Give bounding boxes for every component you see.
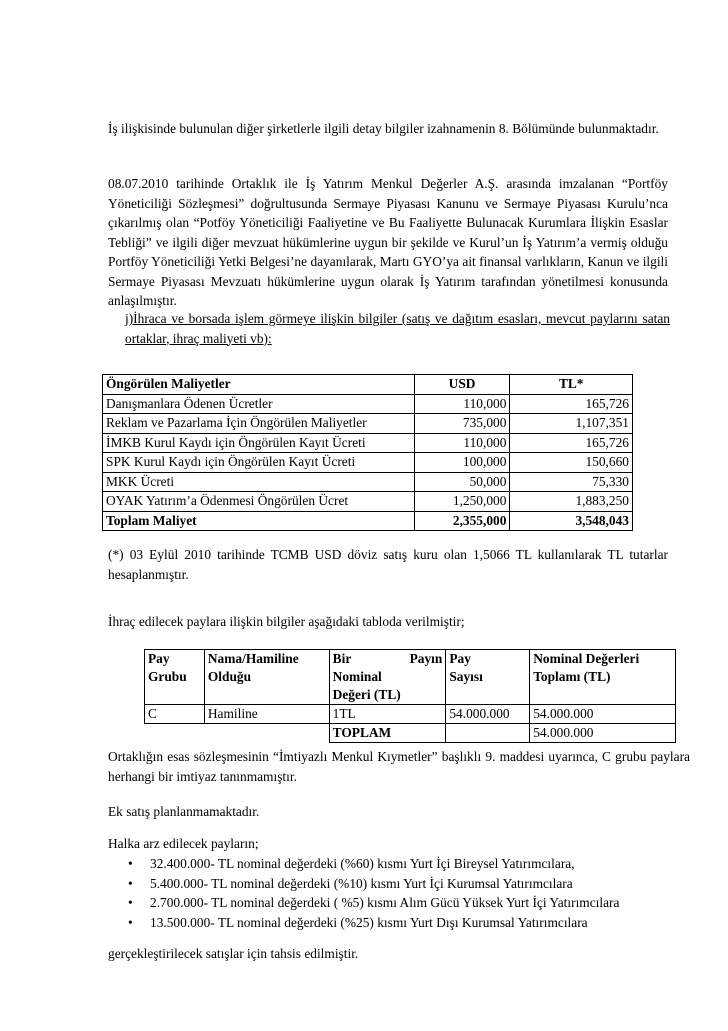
cost-label: İMKB Kurul Kaydı için Öngörülen Kayıt Ücreti [103,433,415,453]
bullet-icon: • [128,914,133,930]
allocation-text: 5.400.000- TL nominal değerdeki (%10) kısmı Yurt İçi Kurumsal Yatırımcılara [150,875,573,891]
cost-total-label: Toplam Maliyet [103,511,415,531]
cost-label: Reklam ve Pazarlama İçin Öngörülen Maliyetler [103,414,415,434]
cost-header-tl: TL* [510,375,633,395]
closing-paragraph: gerçekleştirilecek satışlar için tahsis edilmiştir. [108,946,359,961]
cost-usd: 100,000 [414,453,510,473]
allocation-text: 32.400.000- TL nominal değerdeki (%60) kısmı Yurt İçi Bireysel Yatırımcılara, [150,856,575,871]
cost-usd: 735,000 [414,414,510,434]
header-text: Nominal Değerleri [533,651,640,666]
cost-header-usd: USD [414,375,510,395]
header-nominal-toplam [530,650,676,705]
header-text: Pay [148,651,170,666]
cost-tl: 165,726 [510,394,633,414]
cost-table-header [103,375,633,395]
article-paragraph: Ortaklığın esas sözleşmesinin “İmtiyazlı Menkul Kıymetler” başlıklı 9. maddesi uyarınca, C grubu paylara herhangi bir imtiyaz tanınmamıştır. [108,749,690,784]
shares-table [144,649,676,743]
table-row [103,492,633,512]
portfolio-paragraph: 08.07.2010 tarihinde Ortaklık ile İş Yatırım Menkul Değerler A.Ş. arasında imzalanan “Portföy Yöneticiliği Sözleşmesi” doğrultusunda Sermaye Piyasası Kanunu ve Sermaye Piyasası Kurulu’nca çıkarılmış olan “Potföy Yöneticiliği Faaliyetine ve Bu Faaliyette Bulunacak Kurumlara İlişkin Esaslar Tebliği” ve ilgili diğer mevzuat hükümlerine uygun bir şekilde ve Kurul’un İş Yatırım’a vermiş olduğu Portföy Yöneticiliği Yetki Belgesi’ne dayanılarak, Martı GYO’ya ait finansal varlıkların, Kanun ve ilgili Sermaye Piyasası Mevzuatı hükümlerine uygun olarak İş Yatırım tarafından yönetilmesi konusunda anlaşılmıştır. [108,176,668,308]
shares-header [145,650,676,705]
share-type: Hamiline [204,705,329,724]
shares-total-row [145,724,676,743]
cost-total-usd: 2,355,000 [414,511,510,531]
cost-label: Danışmanlara Ödenen Ücretler [103,394,415,414]
header-pay-sayisi [446,650,530,705]
table-row [103,394,633,414]
section-j-heading: j)İhraca ve borsada işlem görmeye ilişkin bilgiler (satış ve dağıtım esasları, mevcut paylarını satan ortaklar, ihraç maliyeti vb): [125,311,670,346]
header-text: Sayısı [449,669,483,684]
header-text: Nominal [332,669,382,684]
list-item [108,913,708,933]
header-pay-grubu [145,650,205,705]
allocation-text: 2.700.000- TL nominal değerdeki ( %5) kısmı Alım Gücü Yüksek Yurt İçi Yatırımcılara [150,895,620,910]
cost-label: MKK Ücreti [103,472,415,492]
share-nominal: 1TL [329,705,446,724]
table-row [145,705,676,724]
header-text: Olduğu [207,669,252,684]
list-item [108,893,708,913]
footnote: (*) 03 Eylül 2010 tarihinde TCMB USD döviz satış kuru olan 1,5066 TL kullanılarak TL tutarlar hesaplanmıştır. [108,547,668,582]
list-item [108,854,708,874]
list-item [108,874,708,894]
empty-cell [204,724,329,743]
bullet-icon: • [128,856,133,871]
public-offer-intro: Halka arz edilecek payların; [108,836,259,851]
cost-usd: 110,000 [414,433,510,453]
allocation-list [108,854,708,932]
table-row [103,472,633,492]
cost-usd: 110,000 [414,394,510,414]
cost-tl: 1,107,351 [510,414,633,434]
bullet-icon: • [128,875,133,891]
header-text: Pay [449,651,471,666]
intro-paragraph: İş ilişkisinde bulunulan diğer şirketlerle ilgili detay bilgiler izahnamenin 8. Bölümünde bulunmaktadır. [108,121,659,136]
shares-intro: İhraç edilecek paylara ilişkin bilgiler aşağıdaki tabloda verilmiştir; [108,614,465,629]
header-line [333,650,443,668]
table-row [103,453,633,473]
cost-tl: 165,726 [510,433,633,453]
share-total: 54.000.000 [530,705,676,724]
cost-label: SPK Kurul Kaydı için Öngörülen Kayıt Ücreti [103,453,415,473]
cost-table [102,374,633,531]
header-text: Değeri (TL) [332,687,401,702]
cost-tl: 1,883,250 [510,492,633,512]
share-group: C [145,705,205,724]
cost-total-tl: 3,548,043 [510,511,633,531]
cost-usd: 50,000 [414,472,510,492]
shares-total-label: TOPLAM [329,724,446,743]
table-row [103,414,633,434]
shares-total-value: 54.000.000 [530,724,676,743]
extra-sale-note: Ek satış planlanmamaktadır. [108,804,260,819]
header-text: Bir [332,651,352,666]
cost-header-item: Öngörülen Maliyetler [103,375,415,395]
header-text: Grubu [148,669,187,684]
header-nama-hamiline [204,650,329,705]
header-nominal-deger [329,650,446,705]
bullet-icon: • [128,895,133,910]
header-text: Payın [409,651,443,666]
header-text: Toplamı (TL) [533,669,611,684]
cost-label: OYAK Yatırım’a Ödenmesi Öngörülen Ücret [103,492,415,512]
share-count: 54.000.000 [446,705,530,724]
table-row [103,433,633,453]
cost-total-row [103,511,633,531]
empty-cell [446,724,530,743]
header-text: Nama/Hamiline [207,651,299,666]
cost-usd: 1,250,000 [414,492,510,512]
cost-tl: 75,330 [510,472,633,492]
empty-cell [145,724,205,743]
cost-tl: 150,660 [510,453,633,473]
allocation-text: 13.500.000- TL nominal değerdeki (%25) kısmı Yurt Dışı Kurumsal Yatırımcılara [150,914,588,930]
